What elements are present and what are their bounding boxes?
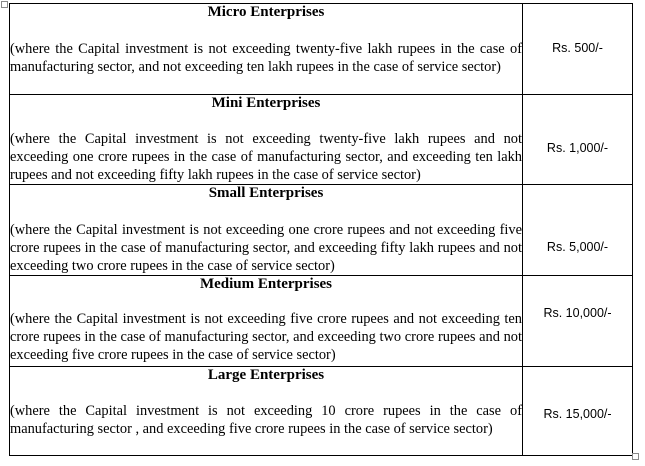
enterprise-criteria-text: (where the Capital investment is not exceeding twenty-five lakh rupees in the case of manufacturing sector, and not exceeding ten lakh rupees in the case of service sector) bbox=[10, 41, 522, 75]
table-row bbox=[10, 276, 633, 367]
enterprise-description-cell[interactable] bbox=[10, 4, 523, 95]
enterprise-category-title: Medium Enterprises bbox=[199, 276, 333, 292]
enterprise-description-cell[interactable] bbox=[10, 367, 523, 456]
table-row bbox=[10, 185, 633, 276]
enterprise-criteria-text: (where the Capital investment is not exceeding 10 crore rupees in the case of manufacturing sector , and exceeding five crore rupees in the case of service sector) bbox=[10, 403, 522, 437]
enterprise-description-cell[interactable] bbox=[10, 95, 523, 185]
enterprise-description-cell[interactable] bbox=[10, 185, 523, 276]
fee-amount: Rs. 500/- bbox=[552, 41, 603, 55]
fee-amount: Rs. 10,000/- bbox=[543, 306, 612, 320]
enterprise-criteria-text: (where the Capital investment is not exceeding five crore rupees and not exceeding ten crore rupees in the case of manufacturing sector, and exceeding two crore rupees and not exceeding five crore rupees in the case of service sector) bbox=[10, 311, 522, 363]
table-row bbox=[10, 367, 633, 456]
enterprise-criteria-text: (where the Capital investment is not exceeding one crore rupees and not exceeding five crore rupees in the case of manufacturing sector, and exceeding fifty lakh rupees and not exceeding two crore rupees in the case of service sector) bbox=[10, 222, 522, 274]
enterprise-category-title: Large Enterprises bbox=[207, 367, 325, 383]
fee-amount: Rs. 5,000/- bbox=[546, 240, 609, 254]
fee-cell[interactable] bbox=[523, 276, 633, 367]
table-resize-handle[interactable] bbox=[632, 453, 639, 460]
fee-cell[interactable] bbox=[523, 4, 633, 95]
fee-cell[interactable] bbox=[523, 185, 633, 276]
enterprise-criteria-text: (where the Capital investment is not exceeding twenty-five lakh rupees and not exceeding one crore rupees in the case of manufacturing sector, and exceeding ten lakh rupees and not exceeding fifty lakh rupees in the case of service sector) bbox=[10, 131, 522, 183]
enterprise-category-title: Small Enterprises bbox=[208, 185, 324, 201]
table-row bbox=[10, 95, 633, 185]
fee-cell[interactable] bbox=[523, 95, 633, 185]
enterprise-description-cell[interactable] bbox=[10, 276, 523, 367]
table-move-handle[interactable] bbox=[1, 1, 8, 8]
enterprise-fee-table bbox=[9, 3, 633, 456]
table-row bbox=[10, 4, 633, 95]
enterprise-category-title: Mini Enterprises bbox=[211, 95, 321, 111]
fee-amount: Rs. 15,000/- bbox=[543, 407, 612, 421]
fee-amount: Rs. 1,000/- bbox=[546, 141, 609, 155]
enterprise-category-title: Micro Enterprises bbox=[207, 4, 325, 20]
fee-cell[interactable] bbox=[523, 367, 633, 456]
